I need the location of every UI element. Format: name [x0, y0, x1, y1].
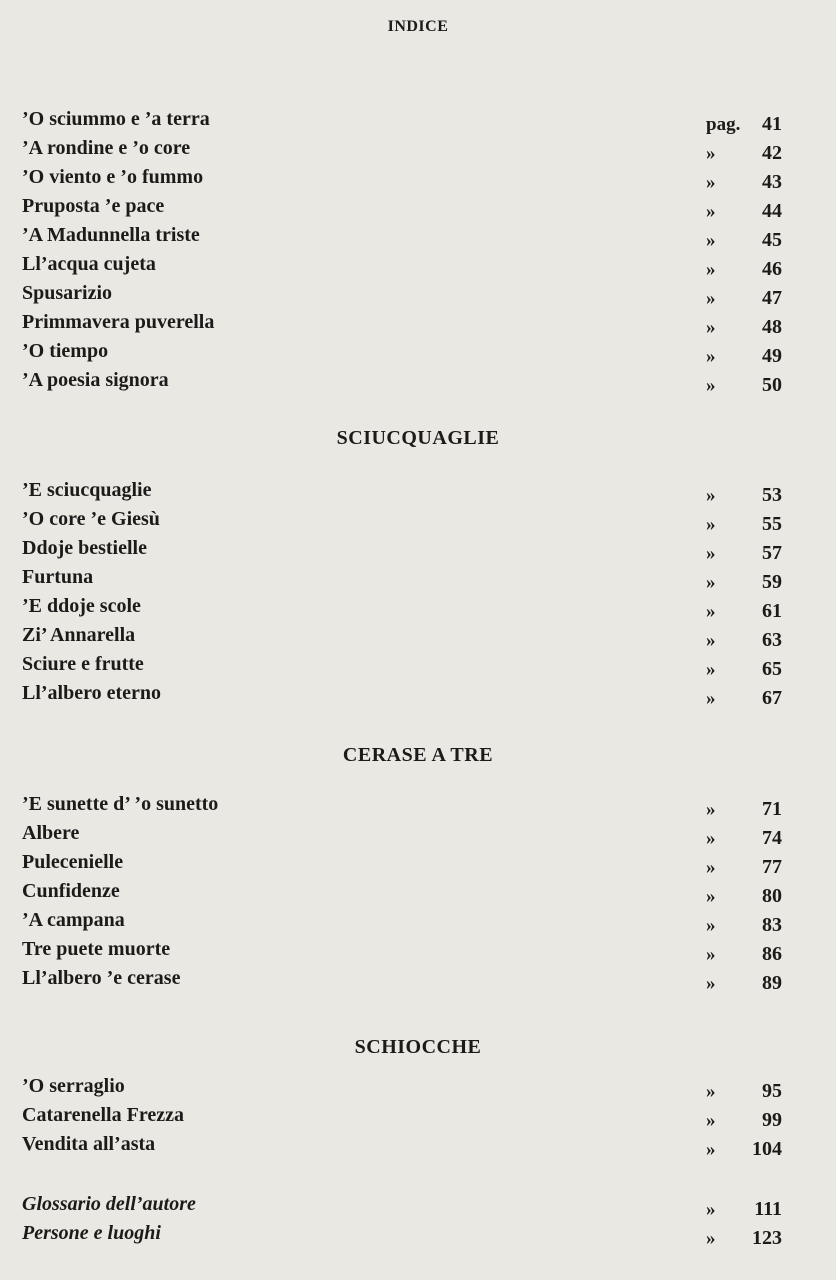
ditto-mark: » — [706, 1081, 716, 1102]
toc-entry — [22, 192, 782, 221]
ditto-mark: » — [706, 799, 716, 820]
entry-page-number: 111 — [754, 1198, 782, 1220]
running-head: INDICE — [387, 18, 449, 35]
entry-title: Ll’acqua cujeta — [22, 253, 156, 275]
entry-page-number: 41 — [762, 113, 782, 135]
toc-entry — [22, 1219, 782, 1248]
entry-page-number: 71 — [762, 798, 782, 820]
entry-title: Tre puete muorte — [22, 938, 171, 960]
ditto-mark: » — [706, 143, 716, 164]
entry-page-number: 42 — [762, 142, 782, 164]
toc-entry — [22, 964, 782, 993]
entry-page-number: 50 — [762, 374, 782, 396]
toc-entry — [22, 1072, 782, 1101]
entry-title: ’A rondine e ’o core — [22, 137, 191, 159]
entry-title: ’A campana — [22, 909, 125, 931]
entry-page-number: 83 — [762, 914, 782, 936]
group-0-entries — [22, 105, 782, 395]
ditto-mark: » — [706, 886, 716, 907]
entry-title: Catarenella Frezza — [22, 1104, 184, 1126]
entry-title: Glossario dell’autore — [22, 1193, 196, 1215]
group-2-entries — [22, 790, 782, 993]
entry-page-number: 74 — [762, 827, 782, 849]
entry-page-number: 80 — [762, 885, 782, 907]
entry-title: Pulecenielle — [22, 851, 124, 873]
entry-title: ’E sciucquaglie — [22, 479, 152, 501]
entry-page-number: 99 — [762, 1109, 782, 1131]
toc-entry — [22, 621, 782, 650]
entry-page-number: 59 — [762, 571, 782, 593]
ditto-mark: » — [706, 543, 716, 564]
ditto-mark: » — [706, 572, 716, 593]
entry-title: ’E ddoje scole — [22, 595, 141, 617]
section-heading: SCHIOCCHE — [354, 1036, 482, 1058]
toc-entry — [22, 505, 782, 534]
entry-page-number: 47 — [762, 287, 782, 309]
entry-page-number: 95 — [762, 1080, 782, 1102]
entry-page-number: 55 — [762, 513, 782, 535]
toc-entry — [22, 134, 782, 163]
ditto-mark: » — [706, 688, 716, 709]
entry-title: Spusarizio — [22, 282, 113, 304]
ditto-mark: » — [706, 259, 716, 280]
entry-title: Primmavera puverella — [22, 311, 215, 333]
entry-title: ’O core ’e Giesù — [22, 508, 160, 530]
ditto-mark: » — [706, 857, 716, 878]
toc-entry — [22, 279, 782, 308]
entry-page-number: 77 — [762, 856, 782, 878]
ditto-mark: » — [706, 659, 716, 680]
entry-title: Ddoje bestielle — [22, 537, 147, 559]
entry-page-number: 44 — [762, 200, 782, 222]
ditto-mark: » — [706, 317, 716, 338]
entry-title: Albere — [22, 822, 80, 844]
toc-entry — [22, 476, 782, 505]
entry-title: ’O serraglio — [22, 1075, 125, 1097]
ditto-mark: » — [706, 915, 716, 936]
toc-entry — [22, 819, 782, 848]
entry-page-number: 46 — [762, 258, 782, 280]
ditto-mark: » — [706, 944, 716, 965]
entry-title: Sciure e frutte — [22, 653, 144, 675]
group-3-entries — [22, 1072, 782, 1159]
ditto-mark: » — [706, 1199, 716, 1220]
toc-entry — [22, 366, 782, 395]
ditto-mark: » — [706, 973, 716, 994]
toc-entry — [22, 534, 782, 563]
toc-entry — [22, 592, 782, 621]
entry-title: ’O sciummo e ’a terra — [22, 108, 210, 130]
entry-page-number: 86 — [762, 943, 782, 965]
page-prefix: pag. — [706, 114, 741, 135]
entry-page-number: 57 — [762, 542, 782, 564]
entry-page-number: 89 — [762, 972, 782, 994]
entry-title: Furtuna — [22, 566, 94, 588]
entry-title: Ll’albero eterno — [22, 682, 162, 704]
group-1-entries — [22, 476, 782, 708]
entry-page-number: 45 — [762, 229, 782, 251]
entry-page-number: 123 — [752, 1227, 782, 1249]
entry-page-number: 104 — [752, 1138, 782, 1160]
entry-page-number: 49 — [762, 345, 782, 367]
entry-title: Ll’albero ’e cerase — [22, 967, 181, 989]
toc-entry — [22, 308, 782, 337]
entry-title: Pruposta ’e pace — [22, 195, 165, 217]
ditto-mark: » — [706, 1110, 716, 1131]
ditto-mark: » — [706, 1139, 716, 1160]
ditto-mark: » — [706, 288, 716, 309]
toc-entry — [22, 1101, 782, 1130]
entry-page-number: 43 — [762, 171, 782, 193]
entry-page-number: 61 — [762, 600, 782, 622]
entry-title: ’E sunette d’ ’o sunetto — [22, 793, 219, 815]
entry-page-number: 63 — [762, 629, 782, 651]
section-heading: CERASE A TRE — [342, 744, 494, 766]
ditto-mark: » — [706, 485, 716, 506]
toc-entry — [22, 679, 782, 708]
section-heading: SCIUCQUAGLIE — [336, 427, 500, 449]
ditto-mark: » — [706, 1228, 716, 1249]
entry-page-number: 48 — [762, 316, 782, 338]
toc-entry — [22, 935, 782, 964]
ditto-mark: » — [706, 230, 716, 251]
entry-title: ’A poesia signora — [22, 369, 169, 391]
ditto-mark: » — [706, 172, 716, 193]
entry-title: Persone e luoghi — [22, 1222, 161, 1244]
group-4-entries — [22, 1190, 782, 1248]
entry-title: ’O viento e ’o fummo — [22, 166, 204, 188]
toc-entry — [22, 221, 782, 250]
toc-entry — [22, 877, 782, 906]
toc-entry — [22, 1190, 782, 1219]
toc-entry — [22, 1130, 782, 1159]
entry-page-number: 53 — [762, 484, 782, 506]
ditto-mark: » — [706, 601, 716, 622]
entry-title: ’O tiempo — [22, 340, 109, 362]
ditto-mark: » — [706, 201, 716, 222]
entry-title: Zi’ Annarella — [22, 624, 136, 646]
toc-entry — [22, 650, 782, 679]
ditto-mark: » — [706, 630, 716, 651]
entry-title: Vendita all’asta — [22, 1133, 156, 1155]
ditto-mark: » — [706, 375, 716, 396]
ditto-mark: » — [706, 346, 716, 367]
toc-entry — [22, 250, 782, 279]
toc-entry — [22, 105, 782, 134]
toc-entry — [22, 848, 782, 877]
entry-title: ’A Madunnella triste — [22, 224, 200, 246]
ditto-mark: » — [706, 514, 716, 535]
toc-entry — [22, 163, 782, 192]
entry-title: Cunfidenze — [22, 880, 120, 902]
entry-page-number: 67 — [762, 687, 782, 709]
entry-page-number: 65 — [762, 658, 782, 680]
ditto-mark: » — [706, 828, 716, 849]
toc-entry — [22, 337, 782, 366]
toc-entry — [22, 906, 782, 935]
toc-entry — [22, 563, 782, 592]
toc-entry — [22, 790, 782, 819]
